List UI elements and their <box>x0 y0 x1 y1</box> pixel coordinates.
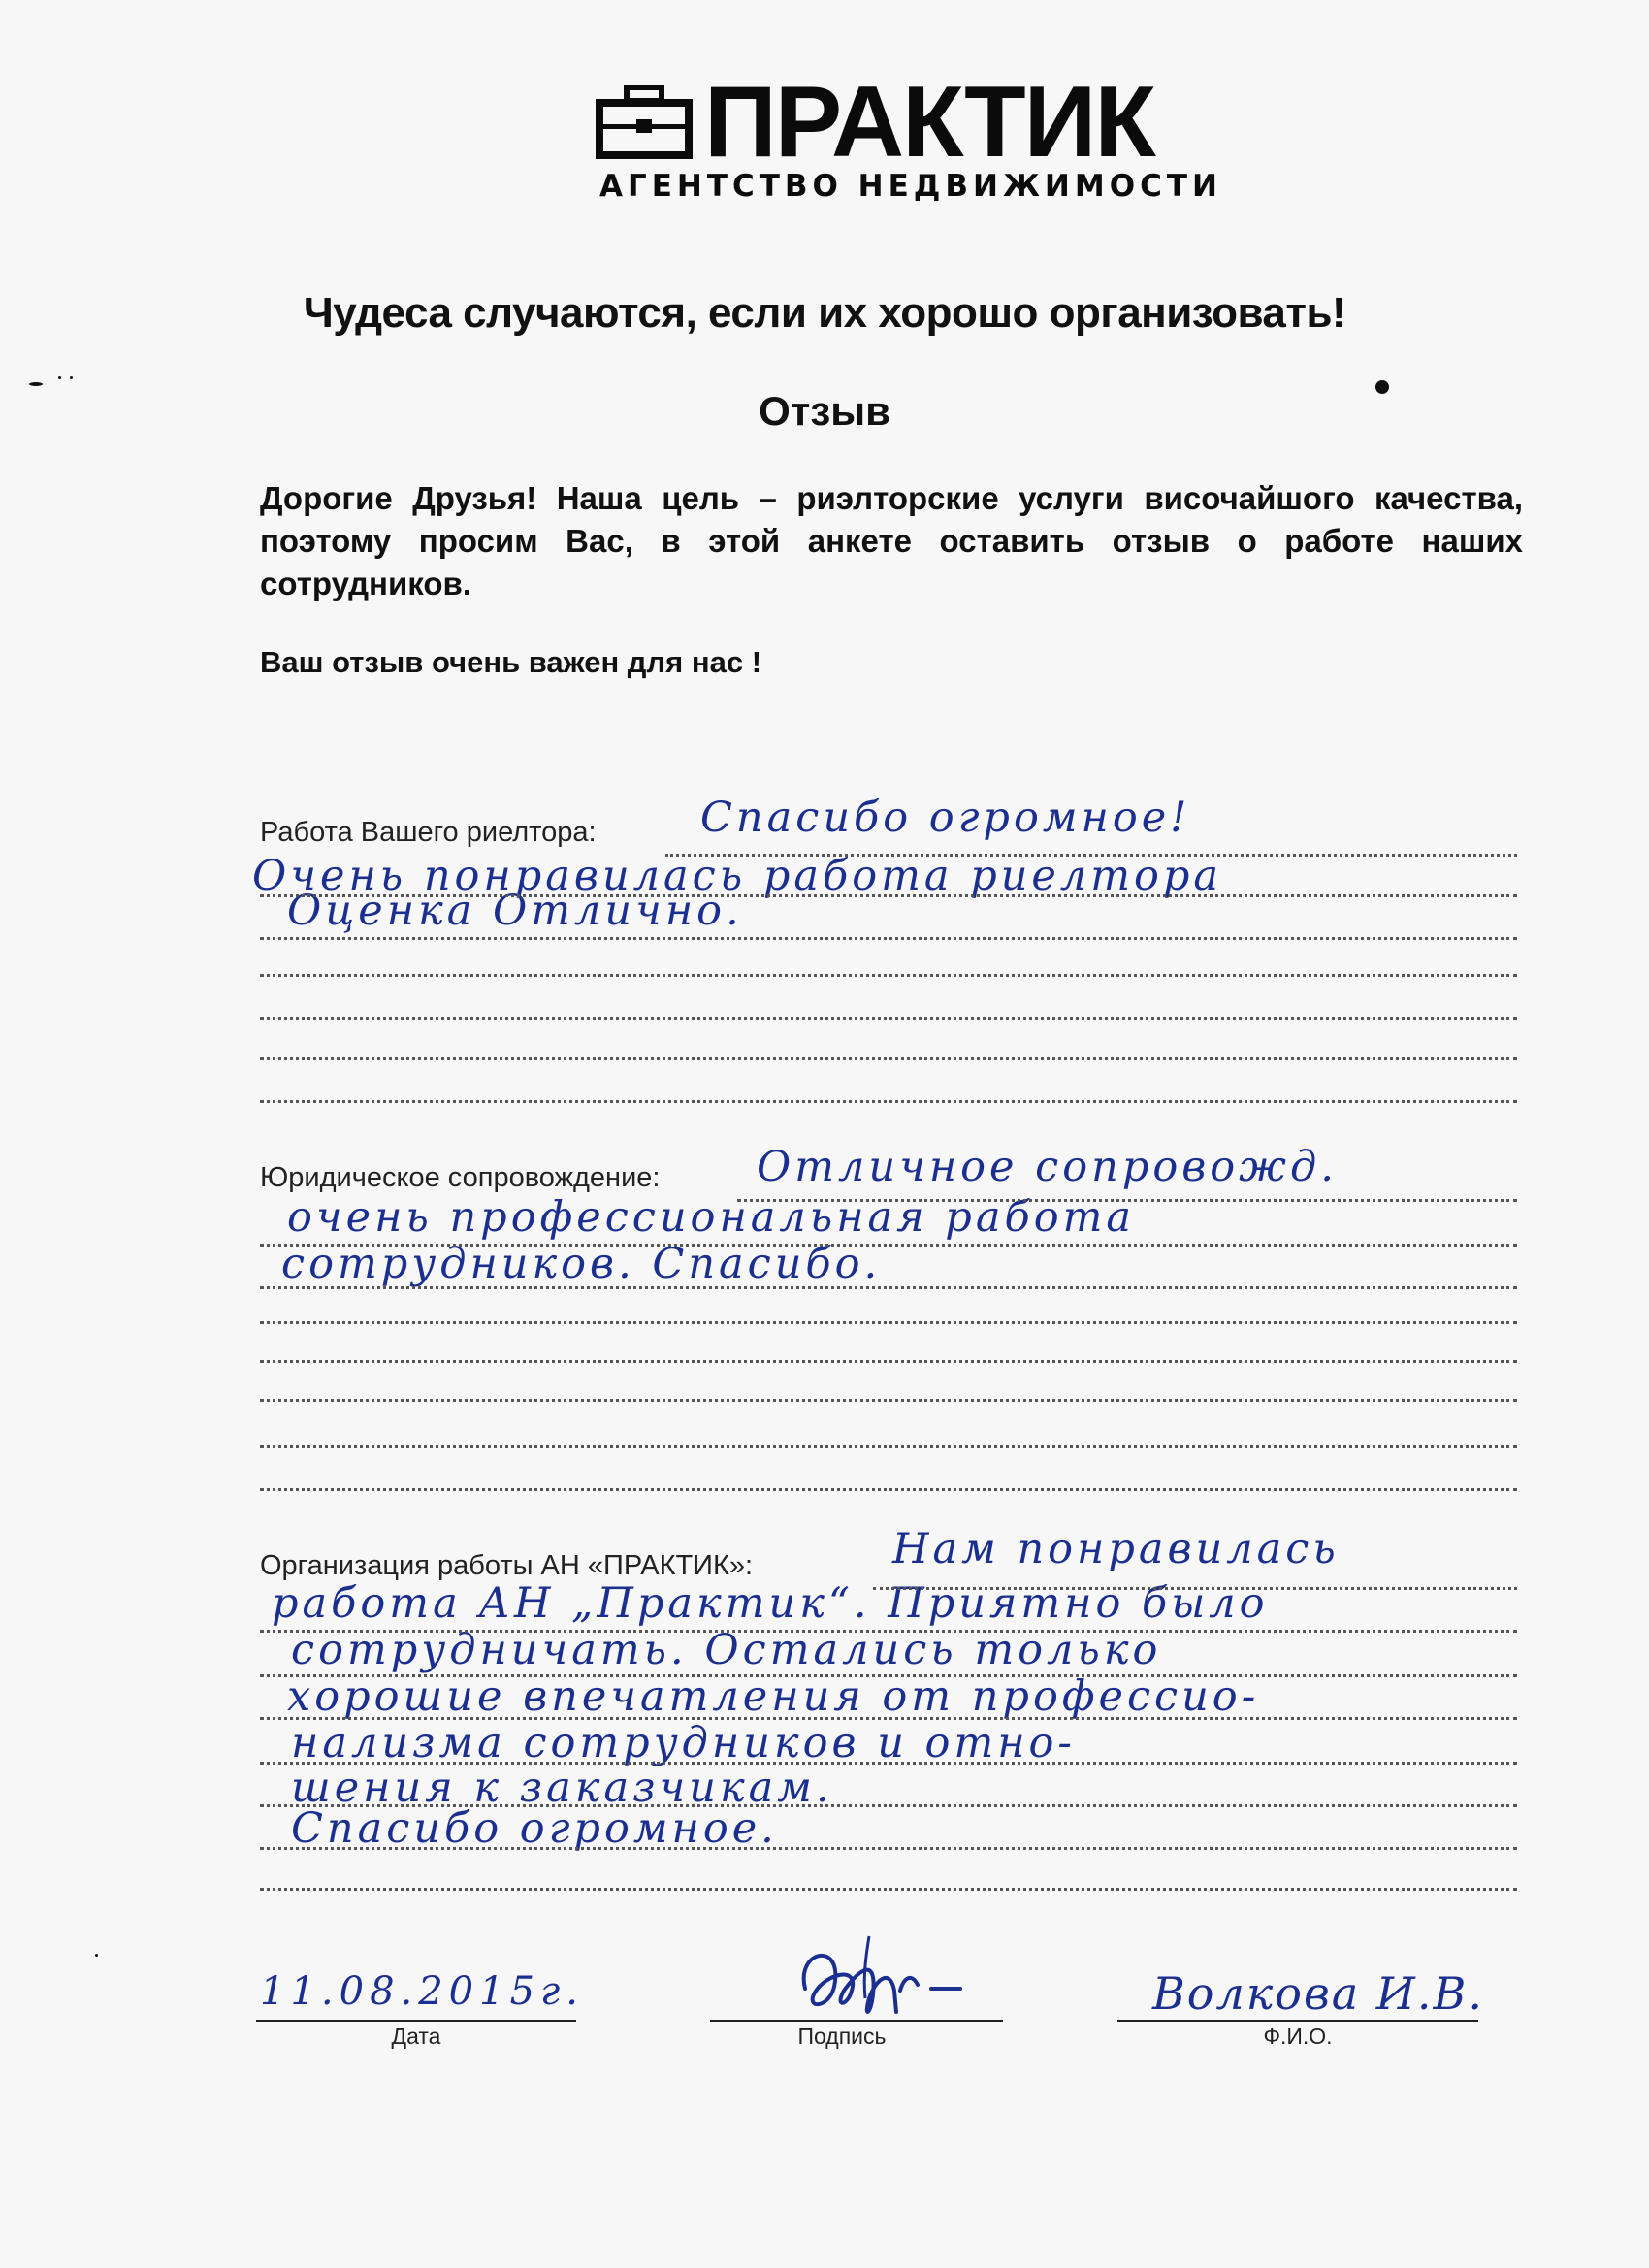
answer-line <box>260 937 1517 940</box>
intro-paragraph: Дорогие Друзья! Наша цель – риэлторские услуги височайшого качества, поэтому просим Вас, в этой анкете оставить отзыв о работе наших сотрудников. <box>260 480 1523 601</box>
realtor-answer-line: Оценка Отлично. <box>287 887 743 935</box>
answer-line <box>260 1399 1517 1402</box>
answer-line <box>260 1057 1517 1060</box>
scan-speck <box>58 376 61 379</box>
answer-line <box>260 1445 1517 1448</box>
organization-answer-line: Нам понравилась <box>892 1525 1340 1573</box>
organization-answer-line: нализма сотрудников и отно- <box>291 1719 1076 1767</box>
answer-line <box>260 1488 1517 1491</box>
document-title: Отзыв <box>759 388 890 434</box>
fio-value: Волкова И.В. <box>1152 1967 1484 2020</box>
organization-answer-line: хорошие впечатления от профессио- <box>287 1672 1260 1721</box>
answer-line <box>260 1847 1517 1850</box>
date-caption: Дата <box>391 2024 441 2049</box>
slogan: Чудеса случаются, если их хорошо организовать! <box>303 289 1346 337</box>
company-logo <box>594 66 1222 204</box>
signature-image <box>776 1930 980 2031</box>
logo-name: ПРАКТИК <box>704 66 1154 178</box>
organization-answer-line: шения к заказчикам. <box>291 1764 833 1812</box>
briefcase-icon <box>594 85 695 161</box>
scan-speck <box>70 376 73 379</box>
answer-line <box>260 1360 1517 1363</box>
realtor-answer-line: Спасибо огромное! <box>700 794 1191 842</box>
legal-answer-line: сотрудников. Спасибо. <box>281 1240 882 1288</box>
answer-line <box>260 974 1517 977</box>
answer-line <box>260 1286 1517 1289</box>
answer-line <box>260 1017 1517 1020</box>
organization-answer-line: Спасибо огромное. <box>291 1804 778 1853</box>
scan-speck <box>1375 380 1389 394</box>
answer-line <box>260 1762 1517 1765</box>
answer-line <box>260 1717 1517 1720</box>
answer-line <box>260 1888 1517 1891</box>
answer-line <box>260 1100 1517 1103</box>
scan-speck <box>95 1954 98 1957</box>
legal-answer-line: Отличное сопровожд. <box>757 1143 1338 1191</box>
fio-caption: Ф.И.О. <box>1263 2024 1333 2049</box>
answer-line <box>873 1587 1517 1590</box>
answer-line <box>260 1630 1517 1633</box>
importance-note: Ваш отзыв очень важен для нас ! <box>260 645 762 679</box>
answer-line <box>260 894 1517 897</box>
legal-answer-line: очень профессиональная работа <box>287 1193 1136 1242</box>
date-value: 11.08.2015г. <box>260 1969 584 2014</box>
answer-line <box>260 1321 1517 1324</box>
organization-answer-line: работа АН „Практик“. Приятно было <box>272 1579 1269 1628</box>
legal-label: Юридическое сопровождение: <box>260 1162 661 1193</box>
answer-line <box>737 1199 1517 1202</box>
organization-label: Организация работы АН «ПРАКТИК»: <box>260 1550 754 1581</box>
answer-line <box>260 1804 1517 1807</box>
answer-line <box>260 1244 1517 1247</box>
date-line <box>256 2020 576 2022</box>
answer-line <box>665 854 1517 857</box>
signature-line <box>710 2020 1003 2022</box>
realtor-label: Работа Вашего риелтора: <box>260 817 597 848</box>
fio-line <box>1117 2020 1478 2022</box>
realtor-answer-line: Очень понравилась работа риелтора <box>252 852 1223 900</box>
answer-line <box>260 1674 1517 1677</box>
logo-subtitle: АГЕНТСТВО НЕДВИЖИМОСТИ <box>599 169 1222 204</box>
organization-answer-line: сотрудничать. Остались только <box>291 1626 1162 1674</box>
scan-speck <box>29 382 43 386</box>
signature-caption: Подпись <box>797 2024 887 2049</box>
